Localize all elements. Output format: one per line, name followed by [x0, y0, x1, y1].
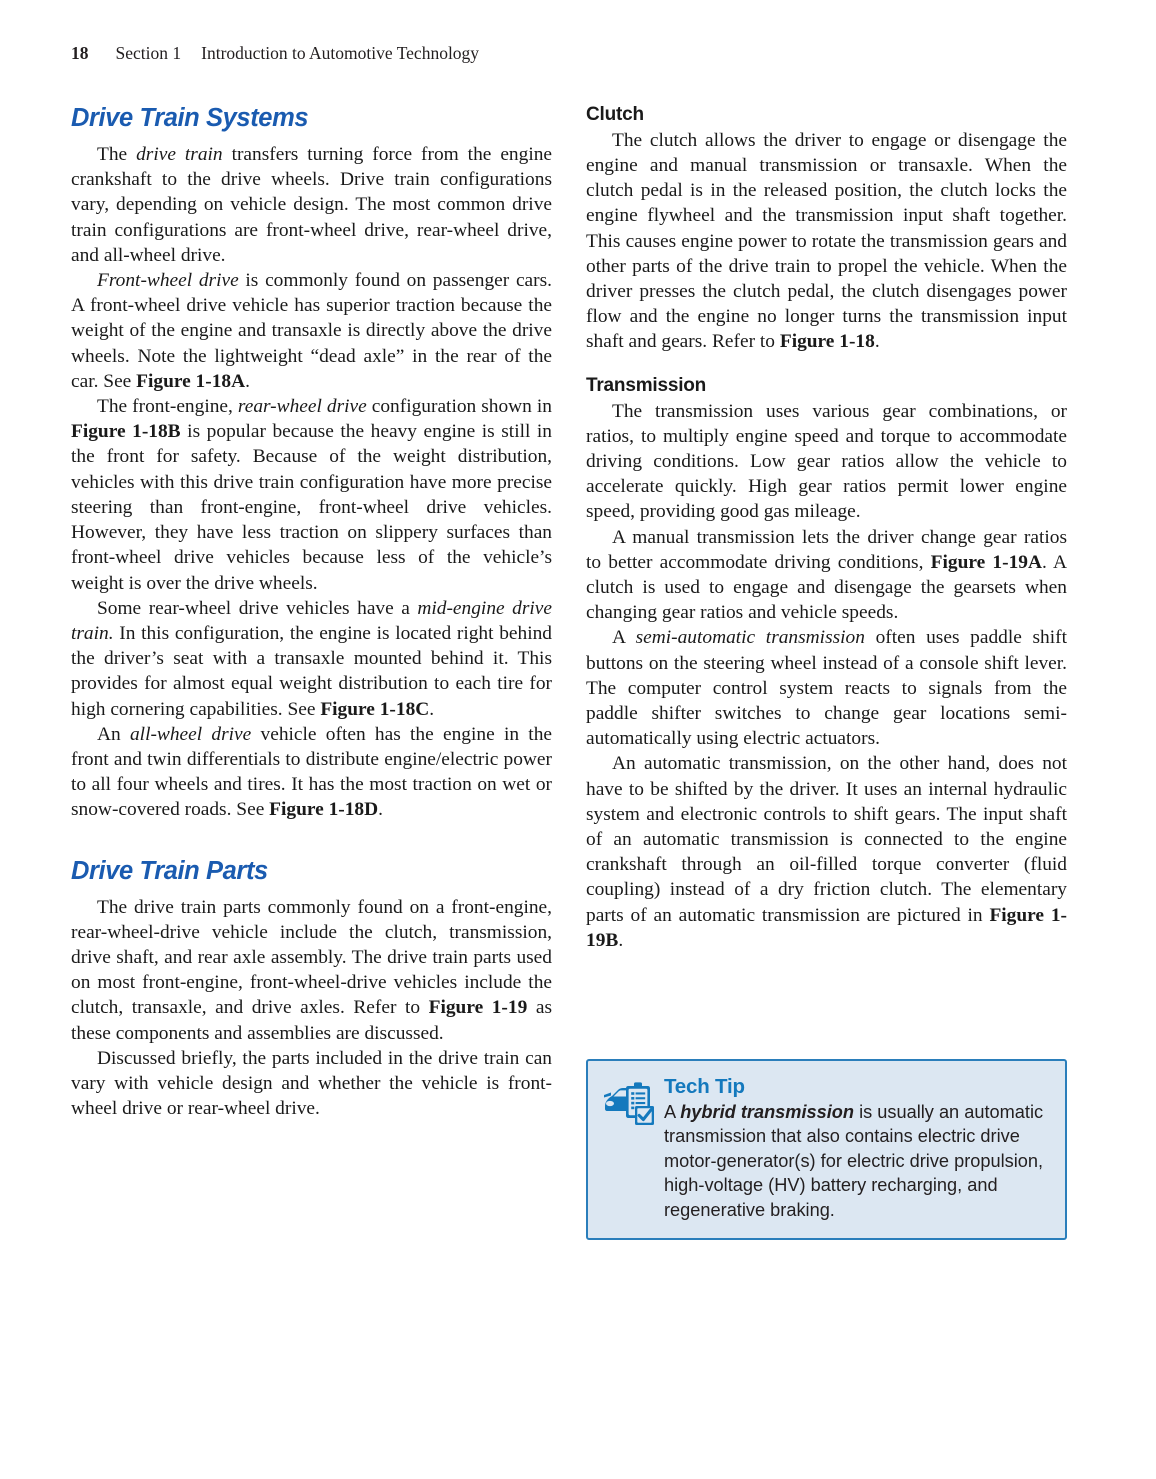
text-segment: is commonly found on passenger cars. A front-wheel drive vehicle has superior traction because the weight of the engine and transaxle is directly above the drive wheels. Note the lightweight “dead axle” in the rear of the car. See [71, 270, 553, 392]
text-segment: Some rear-wheel drive vehicles have a [97, 597, 418, 619]
heading-drive-train-parts: Drive Train Parts [71, 856, 268, 885]
paragraph-rear-wheel-drive [71, 394, 552, 596]
left-column [71, 104, 552, 1121]
key-term: mid-engine drive train. [71, 597, 552, 644]
paragraph-front-wheel-drive [71, 268, 552, 394]
paragraph-clutch [586, 128, 1067, 355]
running-head [71, 43, 479, 64]
text-segment: The transmission uses various gear combinations, or ratios, to multiply engine speed and torque to accommodate driving conditions. Low gear ratios allow the vehicle to accelerate quickly. High gear ratios permit lower engine speed, providing good gas mileage. [586, 400, 1067, 523]
text-segment: . [618, 929, 624, 951]
tech-tip-content [664, 1075, 1049, 1222]
figure-reference: Figure 1-19 [428, 997, 528, 1019]
text-segment: . [429, 698, 435, 720]
figure-reference: Figure 1-18 [779, 331, 875, 353]
figure-reference: Figure 1-18B [71, 421, 181, 443]
heading-transmission: Transmission [586, 374, 707, 396]
section-label: Section 1 [115, 43, 182, 63]
text-segment: Discussed briefly, the parts included in the drive train can vary with vehicle design and whether the vehicle is front-wheel drive or rear-wheel drive. [71, 1047, 552, 1120]
key-term: drive train [136, 144, 223, 166]
key-term: Front-wheel drive [97, 270, 239, 292]
paragraph-mid-engine-drive-train [71, 596, 552, 722]
key-term: semi-automatic transmission [635, 627, 865, 649]
paragraph-all-wheel-drive [71, 722, 552, 823]
figure-reference: Figure 1-18C [320, 698, 430, 720]
text-segment: An automatic transmission, on the other hand, does not have to be shifted by the driver. It uses an internal hydraulic system and electronic controls to shift gears. The input shaft of an automatic transmission is connected to the engine crankshaft through an oil-filled torque converter (fluid coupling) instead of a dry friction clutch. The elementary parts of an automatic transmission are pictured in [586, 753, 1067, 926]
figure-reference: Figure 1-18A [136, 370, 246, 392]
paragraph-drive-train-intro [71, 142, 552, 268]
text-segment: often uses paddle shift buttons on the steering wheel instead of a console shift lever. The computer control system reacts to signals from the paddle shifter switches to change gear locations semi-automatically using electric actuators. [586, 627, 1067, 750]
section-title: Introduction to Automotive Technology [201, 43, 480, 63]
text-segment: . A clutch is used to engage and disengage the gearsets when changing gear ratios and vehicle speeds. [586, 551, 1067, 624]
text-segment: A [664, 1102, 681, 1122]
paragraph-parts-vary [71, 1046, 552, 1122]
text-segment: A [612, 627, 636, 649]
text-segment: The front-engine, [97, 396, 238, 418]
text-segment: is popular because the heavy engine is still in the front for safety. Because of the weight distribution, vehicles with this drive train configuration have more precise steering than front-engine, front-wheel drive vehicles. However, they have less traction on slippery surfaces than front-wheel drive vehicles because less of the vehicle’s weight is over the drive wheels. [71, 421, 552, 594]
text-segment: transfers turning force from the engine crankshaft to the drive wheels. Drive train configurations vary, depending on vehicle design. The most common drive train configurations are front-wheel drive, rear-wheel drive, and all-wheel drive. [71, 144, 553, 266]
tech-tip-box [586, 1059, 1067, 1240]
text-segment: The [97, 144, 137, 166]
paragraph-drive-train-parts [71, 895, 552, 1046]
key-term: rear-wheel drive [237, 396, 367, 418]
text-segment: . [245, 370, 250, 392]
heading-drive-train-systems: Drive Train Systems [71, 104, 309, 132]
text-segment: configuration shown in [366, 396, 552, 418]
figure-reference: Figure 1-18D [269, 799, 379, 821]
right-column [586, 104, 1067, 953]
text-segment: . [378, 799, 383, 821]
car-clipboard-checkmark-icon [602, 1079, 656, 1129]
text-segment: The drive train parts commonly found on a front-engine, rear-wheel-drive vehicle include the clutch, transmission, drive shaft, and rear axle assembly. The drive train parts used on most front-engine, front-wheel-drive vehicles include the clutch, transaxle, and drive axles. Refer to [71, 896, 552, 1019]
text-segment: A manual transmission lets the driver change gear ratios to better accommodate driving conditions, [586, 526, 1067, 573]
paragraph-automatic-transmission [586, 751, 1067, 953]
page-number: 18 [71, 43, 89, 63]
paragraph-transmission-ratios [586, 399, 1067, 525]
text-segment: is usually an automatic transmission that also contains electric drive motor-generator(s) for electric drive propulsion, high-voltage (HV) battery recharging, and regenerative braking. [664, 1102, 1044, 1220]
figure-reference: Figure 1-19A [930, 551, 1042, 573]
text-segment: vehicle often has the engine in the front and twin differentials to distribute engine/electric power to all four wheels and tires. It has the most traction on wet or snow-covered roads. See [71, 723, 552, 821]
figure-reference: Figure 1-19B [586, 904, 1067, 951]
key-term: hybrid transmission [680, 1102, 855, 1122]
text-segment: as these components and assemblies are discussed. [71, 997, 552, 1044]
text-segment: . [874, 331, 880, 353]
paragraph-manual-transmission [586, 525, 1067, 626]
text-segment: An [97, 723, 130, 745]
key-term: all-wheel drive [129, 723, 252, 745]
tech-tip-text [664, 1100, 1049, 1222]
text-segment: In this configuration, the engine is located right behind the driver’s seat with a transaxle mounted behind it. This provides for almost equal weight distribution to each tire for high cornering capabilities. See [71, 622, 552, 720]
tech-tip-title: Tech Tip [664, 1075, 745, 1098]
text-segment: The clutch allows the driver to engage or disengage the engine and manual transmission or transaxle. When the clutch pedal is in the released position, the clutch locks the engine flywheel and the transmission input shaft together. This causes engine power to rotate the transmission gears and other parts of the drive train to propel the vehicle. When the driver presses the clutch pedal, the clutch disengages power flow and the engine no longer turns the transmission input shaft and gears. Refer to [586, 129, 1067, 353]
paragraph-semi-automatic-transmission [586, 625, 1067, 751]
heading-clutch: Clutch [586, 104, 644, 125]
